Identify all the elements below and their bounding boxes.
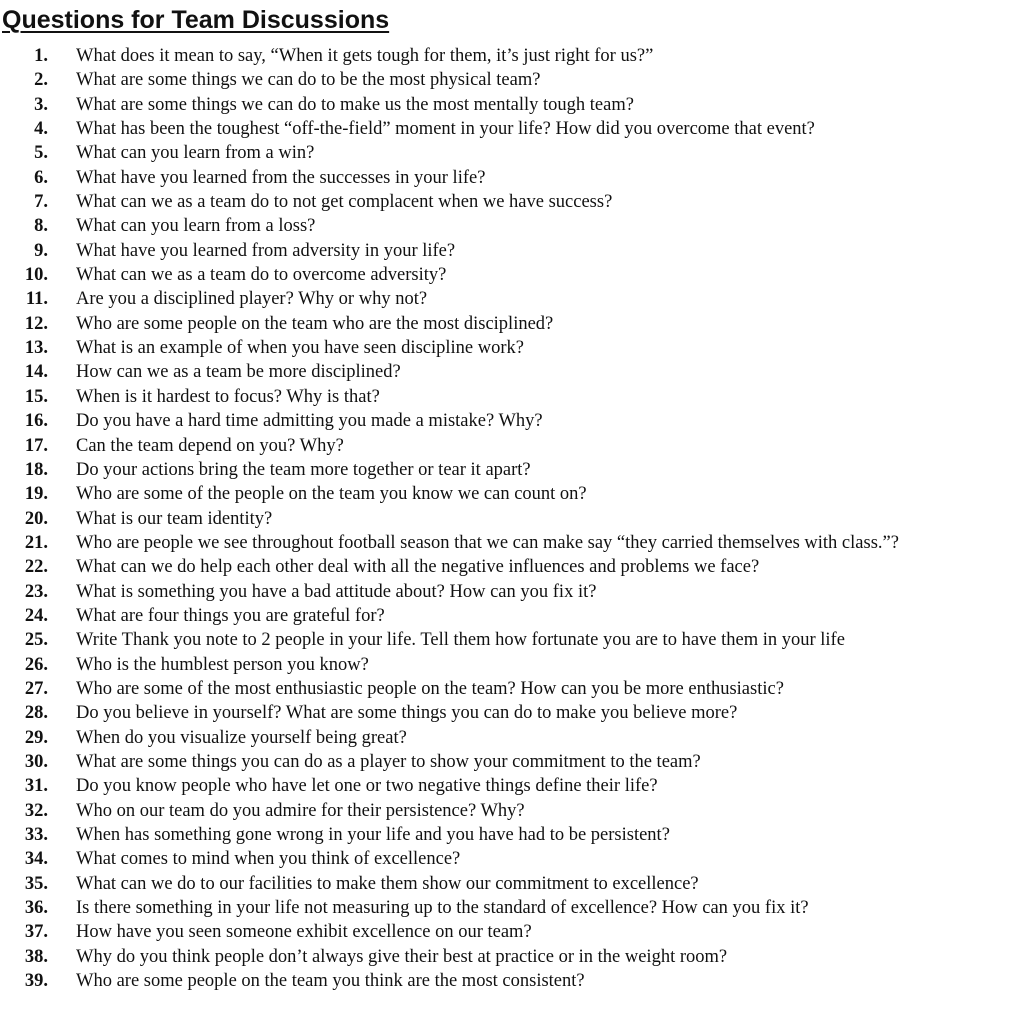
- question-number: 8.: [34, 216, 48, 237]
- question-number: 9.: [34, 240, 48, 261]
- question-text: What is an example of when you have seen discipline work?: [76, 338, 524, 359]
- question-number: 23.: [24, 581, 48, 602]
- question-number: 26.: [24, 654, 48, 675]
- question-text: Who is the humblest person you know?: [76, 654, 369, 675]
- question-text: What comes to mind when you think of excellence?: [76, 849, 461, 870]
- question-number: 14.: [24, 362, 48, 383]
- question-item: [0, 263, 1036, 287]
- question-text: What can we do to our facilities to make them show our commitment to excellence?: [76, 873, 699, 894]
- question-item: [0, 969, 1036, 993]
- question-item: [0, 701, 1036, 725]
- question-number: 22.: [24, 557, 48, 578]
- question-text: Do your actions bring the team more together or tear it apart?: [76, 459, 531, 480]
- question-number: 38.: [24, 946, 48, 967]
- question-item: [0, 482, 1036, 506]
- question-text: What are some things you can do as a player to show your commitment to the team?: [76, 751, 701, 772]
- question-item: [0, 750, 1036, 774]
- question-number: 30.: [24, 751, 48, 772]
- question-number: 39.: [24, 971, 48, 992]
- question-number: 35.: [24, 873, 48, 894]
- question-text: How have you seen someone exhibit excellence on our team?: [76, 922, 532, 943]
- question-number: 21.: [24, 532, 48, 553]
- question-number: 37.: [24, 922, 48, 943]
- question-text: What can you learn from a loss?: [76, 216, 316, 237]
- question-number: 11.: [25, 289, 48, 310]
- question-number: 7.: [34, 192, 48, 213]
- question-item: [0, 872, 1036, 896]
- question-item: [0, 44, 1036, 68]
- question-text: What is our team identity?: [76, 508, 273, 529]
- question-item: [0, 239, 1036, 263]
- question-number: 34.: [24, 849, 48, 870]
- question-number: 4.: [34, 119, 48, 140]
- question-item: [0, 385, 1036, 409]
- question-text: What have you learned from adversity in your life?: [76, 240, 456, 261]
- question-text: Who are people we see throughout football season that we can make say “they carried themselves with class.”?: [76, 532, 899, 553]
- question-item: [0, 141, 1036, 165]
- question-text: What are some things we can do to make us the most mentally tough team?: [76, 94, 634, 115]
- question-text: What is something you have a bad attitude about? How can you fix it?: [76, 581, 597, 602]
- question-text: Do you believe in yourself? What are some things you can do to make you believe more?: [76, 703, 738, 724]
- question-text: What can we as a team do to overcome adversity?: [76, 265, 447, 286]
- question-item: [0, 580, 1036, 604]
- question-item: [0, 920, 1036, 944]
- question-item: [0, 628, 1036, 652]
- question-number: 20.: [24, 508, 48, 529]
- question-item: [0, 68, 1036, 92]
- question-number: 2.: [34, 70, 48, 91]
- question-item: [0, 93, 1036, 117]
- question-number: 10.: [24, 265, 48, 286]
- question-number: 31.: [24, 776, 48, 797]
- question-text: Who on our team do you admire for their persistence? Why?: [76, 800, 525, 821]
- question-number: 29.: [24, 727, 48, 748]
- question-number: 17.: [24, 435, 48, 456]
- question-item: [0, 214, 1036, 238]
- question-text: Who are some of the most enthusiastic people on the team? How can you be more enthusiastic?: [76, 678, 784, 699]
- question-item: [0, 458, 1036, 482]
- question-text: Is there something in your life not measuring up to the standard of excellence? How can you fix it?: [76, 898, 809, 919]
- question-text: How can we as a team be more disciplined?: [76, 362, 401, 383]
- question-item: [0, 896, 1036, 920]
- question-text: Write Thank you note to 2 people in your life. Tell them how fortunate you are to have them in your life: [76, 630, 845, 651]
- question-text: What has been the toughest “off-the-field” moment in your life? How did you overcome that event?: [76, 119, 815, 140]
- question-text: What are some things we can do to be the most physical team?: [76, 70, 541, 91]
- question-number: 16.: [24, 411, 48, 432]
- question-item: [0, 653, 1036, 677]
- question-item: [0, 531, 1036, 555]
- question-item: [0, 945, 1036, 969]
- question-item: [0, 799, 1036, 823]
- question-text: What does it mean to say, “When it gets tough for them, it’s just right for us?”: [76, 46, 654, 66]
- question-number: 33.: [24, 825, 48, 845]
- question-text: Why do you think people don’t always give their best at practice or in the weight room?: [76, 946, 728, 967]
- question-item: [0, 434, 1036, 458]
- question-item: [0, 360, 1036, 384]
- question-number: 19.: [24, 484, 48, 505]
- question-text: When is it hardest to focus? Why is that?: [76, 386, 380, 407]
- question-text: What have you learned from the successes in your life?: [76, 167, 486, 188]
- question-item: [0, 312, 1036, 336]
- question-text: Who are some of the people on the team you know we can count on?: [76, 484, 587, 505]
- question-item: [0, 677, 1036, 701]
- question-text: Are you a disciplined player? Why or why not?: [76, 289, 428, 310]
- question-item: [0, 287, 1036, 311]
- question-item: [0, 190, 1036, 214]
- question-text: Can the team depend on you? Why?: [76, 435, 344, 456]
- question-item: [0, 166, 1036, 190]
- question-text: What can we do help each other deal with all the negative influences and problems we face?: [76, 557, 760, 578]
- question-list: [0, 44, 1036, 993]
- question-item: [0, 774, 1036, 798]
- question-text: What can we as a team do to not get complacent when we have success?: [76, 192, 613, 213]
- question-text: When has something gone wrong in your life and you have had to be persistent?: [76, 825, 670, 845]
- question-item: [0, 507, 1036, 531]
- question-number: 13.: [24, 338, 48, 359]
- page-title: Questions for Team Discussions: [2, 6, 390, 34]
- question-text: What are four things you are grateful for?: [76, 605, 385, 626]
- question-item: [0, 555, 1036, 579]
- question-number: 5.: [34, 143, 48, 164]
- question-number: 3.: [34, 94, 48, 115]
- question-number: 32.: [24, 800, 48, 821]
- question-number: 18.: [24, 459, 48, 480]
- question-text: What can you learn from a win?: [76, 143, 315, 164]
- question-text: Do you know people who have let one or two negative things define their life?: [76, 776, 658, 797]
- question-number: 28.: [24, 703, 48, 724]
- question-number: 15.: [24, 386, 48, 407]
- question-item: [0, 823, 1036, 847]
- question-text: Who are some people on the team you think are the most consistent?: [76, 971, 585, 992]
- question-number: 25.: [24, 630, 48, 651]
- question-text: When do you visualize yourself being great?: [76, 727, 407, 748]
- question-item: [0, 409, 1036, 433]
- question-number: 12.: [24, 313, 48, 334]
- question-number: 27.: [24, 678, 48, 699]
- question-item: [0, 604, 1036, 628]
- question-item: [0, 117, 1036, 141]
- question-item: [0, 726, 1036, 750]
- question-text: Do you have a hard time admitting you made a mistake? Why?: [76, 411, 543, 432]
- question-number: 1.: [34, 46, 48, 66]
- question-number: 36.: [24, 898, 48, 919]
- question-number: 6.: [34, 167, 48, 188]
- question-item: [0, 847, 1036, 871]
- question-item: [0, 336, 1036, 360]
- question-number: 24.: [24, 605, 48, 626]
- question-text: Who are some people on the team who are the most disciplined?: [76, 313, 554, 334]
